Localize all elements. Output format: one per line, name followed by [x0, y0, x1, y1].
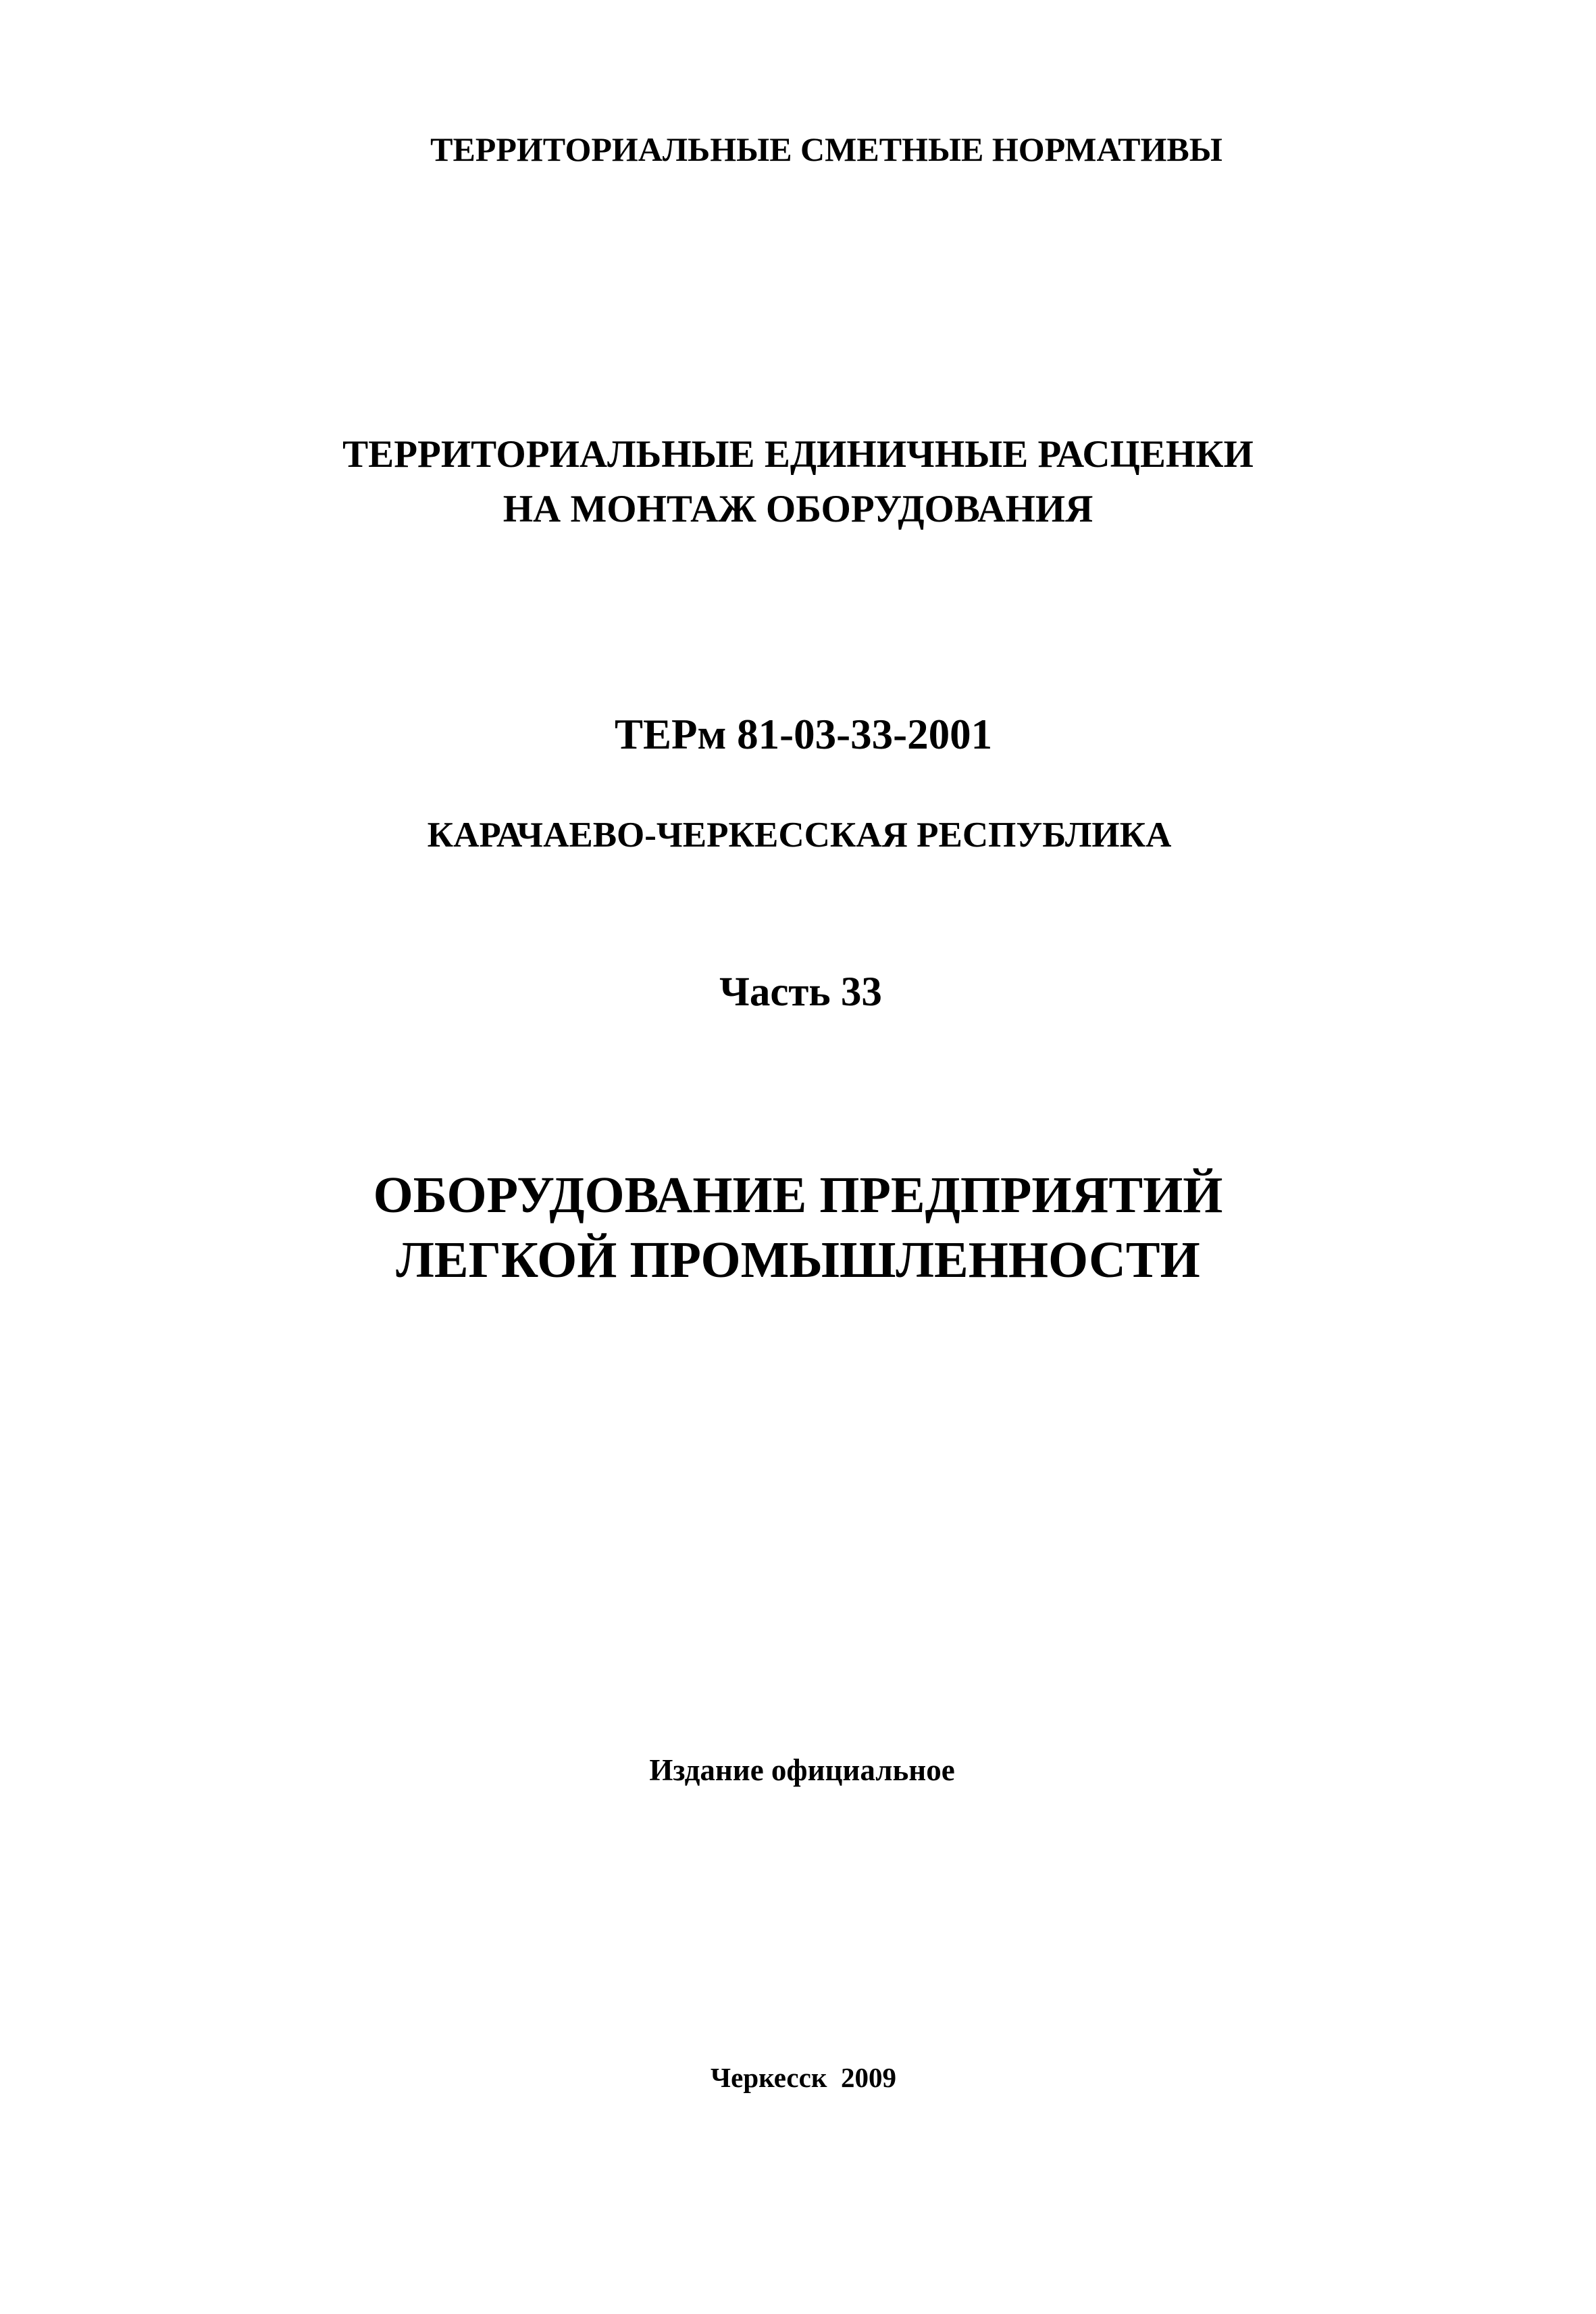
subject-line-1: ОБОРУДОВАНИЕ ПРЕДПРИЯТИЙ	[373, 1167, 1223, 1224]
document-title	[0, 427, 1596, 536]
part-number: Часть 33	[719, 970, 882, 1015]
document-code: ТЕРм 81-03-33-2001	[614, 711, 993, 758]
title-line-1: ТЕРРИТОРИАЛЬНЫЕ ЕДИНИЧНЫЕ РАСЦЕНКИ	[342, 433, 1254, 476]
title-line-2: НА МОНТАЖ ОБОРУДОВАНИЯ	[503, 488, 1093, 530]
subject-title	[0, 1163, 1596, 1292]
imprint-city-year: Черкесск 2009	[711, 2062, 896, 2093]
region-name: КАРАЧАЕВО-ЧЕРКЕССКАЯ РЕСПУБЛИКА	[427, 815, 1172, 855]
series-heading: ТЕРРИТОРИАЛЬНЫЕ СМЕТНЫЕ НОРМАТИВЫ	[430, 130, 1222, 168]
subject-line-2: ЛЕГКОЙ ПРОМЫШЛЕННОСТИ	[396, 1232, 1200, 1288]
edition-note: Издание официальное	[649, 1753, 955, 1787]
